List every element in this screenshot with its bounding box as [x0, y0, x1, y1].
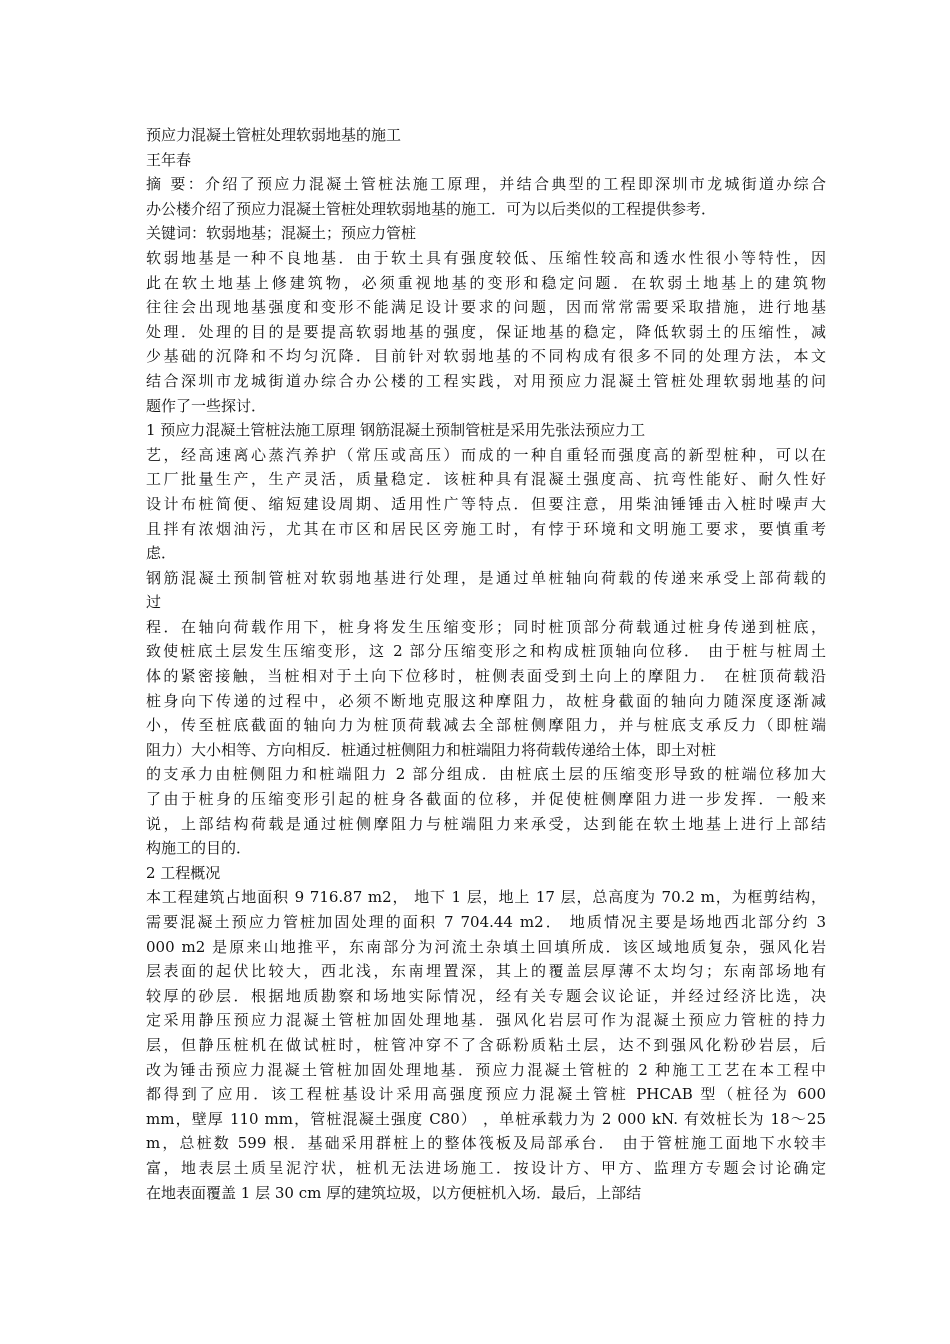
- text-line: mm，壁厚 110 mm，管桩混凝土强度 C80） ，单桩承载力为 2 000 kN. 有效桩长为 18～25: [146, 1109, 826, 1128]
- text-line: 小，传至桩底截面的轴向力为桩顶荷载减去全部桩侧摩阻力，并与桩底支承反力（即桩端: [146, 716, 826, 735]
- text-line: 虑．: [146, 544, 177, 563]
- text-line: 体的紧密接触，当桩相对于土向下位移时，桩侧表面受到土向上的摩阻力． 在桩顶荷载沿: [146, 667, 826, 686]
- text-line: 都得到了应用．该工程桩基设计采用高强度预应力混凝土管桩 PHCAB 型（桩径为 600: [146, 1085, 826, 1104]
- text-line: 摘 要：介绍了预应力混凝土管桩法施工原理，并结合典型的工程即深圳市龙城街道办综合: [146, 175, 826, 194]
- text-line: 关键词：软弱地基；混凝土；预应力管桩: [146, 224, 417, 243]
- text-line: 程．在轴向荷载作用下，桩身将发生压缩变形；同时桩顶部分荷载通过桩身传递到桩底，: [146, 617, 826, 636]
- document-page: [146, 123, 826, 1205]
- text-line: 构施工的目的．: [146, 839, 252, 858]
- text-line: 需要混凝土预应力管桩加固处理的面积 7 704.44 m2． 地质情况主要是场地西北部分约 3: [146, 913, 826, 931]
- text-line: 软弱地基是一种不良地基．由于软土具有强度较低、压缩性较高和透水性很小等特性，因: [146, 248, 826, 267]
- text-line: 2 工程概况: [146, 863, 221, 882]
- text-line: 钢筋混凝土预制管桩对软弱地基进行处理，是通过单桩轴向荷载的传递来承受上部荷载的: [146, 568, 826, 587]
- text-line: 往往会出现地基强度和变形不能满足设计要求的问题，因而常常需要采取措施，进行地基: [146, 298, 826, 317]
- text-line: 改为锤击预应力混凝土管桩加固处理地基．预应力混凝土管桩的 2 种施工工艺在本工程中: [146, 1060, 826, 1079]
- text-line: 在地表面覆盖 1 层 30 cm 厚的建筑垃圾，以方便桩机入场．最后，上部结: [146, 1183, 642, 1202]
- text-line: 办公楼介绍了预应力混凝土管桩处理软弱地基的施工．可为以后类似的工程提供参考．: [146, 199, 717, 218]
- text-line: 000 m2 是原来山地推平，东南部分为河流土杂填土回填所成．该区域地质复杂，强风化岩: [146, 937, 826, 956]
- text-line: 层，但静压桩机在做试桩时，桩管冲穿不了含砾粉质粘土层，达不到强风化粉砂岩层，后: [146, 1035, 826, 1054]
- text-line: 层表面的起伏比较大，西北浅，东南埋置深，其上的覆盖层厚薄不太均匀；东南部场地有: [146, 962, 826, 981]
- text-line: 题作了一些探讨．: [146, 396, 267, 415]
- text-line: 艺，经高速离心蒸汽养护（常压或高压）而成的一种自重轻而强度高的新型桩种，可以在: [146, 445, 826, 464]
- text-line: 阻力）大小相等、方向相反．桩通过桩侧阻力和桩端阻力将荷载传递给土体，即土对桩: [146, 740, 717, 759]
- text-line: 较厚的砂层．根据地质勘察和场地实际情况，经有关专题会议论证，并经过经济比选，决: [146, 986, 826, 1005]
- text-line: 说，上部结构荷载是通过桩侧摩阻力与桩端阻力来承受，达到能在软土地基上进行上部结: [146, 814, 826, 833]
- text-line: 致使桩底土层发生压缩变形，这 2 部分压缩变形之和构成桩顶轴向位移． 由于桩与桩周土: [146, 642, 826, 661]
- text-line: 的支承力由桩侧阻力和桩端阻力 2 部分组成．由桩底土层的压缩变形导致的桩端位移加大: [146, 765, 826, 784]
- text-line: 且拌有浓烟油污，尤其在市区和居民区旁施工时，有悖于环境和文明施工要求，要慎重考: [146, 519, 826, 538]
- text-line: 此在软土地基上修建筑物，必须重视地基的变形和稳定问题．在软弱土地基上的建筑物: [146, 273, 826, 292]
- text-line: 富，地表层土质呈泥泞状，桩机无法进场施工．按设计方、甲方、监理方专题会讨论确定: [146, 1158, 826, 1177]
- text-line: 1 预应力混凝土管桩法施工原理 钢筋混凝土预制管桩是采用先张法预应力工: [146, 421, 646, 440]
- document-body: [146, 172, 826, 1205]
- author-name: 王年春: [146, 150, 192, 169]
- text-line: 桩身向下传递的过程中，必须不断地克服这种摩阻力，故桩身截面的轴向力随深度逐渐减: [146, 691, 826, 710]
- text-line: 少基础的沉降和不均匀沉降．目前针对软弱地基的不同构成有很多不同的处理方法，本文: [146, 347, 826, 366]
- text-line: m，总桩数 599 根．基础采用群桩上的整体筏板及局部承台． 由于管桩施工面地下水较丰: [146, 1134, 826, 1153]
- text-line: 本工程建筑占地面积 9 716.87 m2， 地下 1 层，地上 17 层，总高度为 70.2 m，为框剪结构，: [146, 888, 826, 907]
- text-line: 了由于桩身的压缩变形引起的桩身各截面的位移，并促使桩侧摩阻力进一步发挥．一般来: [146, 790, 826, 809]
- text-line: 工厂批量生产，生产灵活，质量稳定．该桩种具有混凝土强度高、抗弯性能好、耐久性好: [146, 470, 826, 489]
- document-title: 预应力混凝土管桩处理软弱地基的施工: [146, 126, 402, 144]
- text-line: 过: [146, 593, 162, 612]
- text-line: 设计布桩简便、缩短建设周期、适用性广等特点．但要注意，用柴油锤锤击入桩时噪声大: [146, 494, 826, 513]
- text-line: 处理．处理的目的是要提高软弱地基的强度，保证地基的稳定，降低软弱土的压缩性，减: [146, 322, 826, 341]
- text-line: 结合深圳市龙城街道办综合办公楼的工程实践，对用预应力混凝土管桩处理软弱地基的问: [146, 371, 826, 390]
- text-line: 定采用静压预应力混凝土管桩加固处理地基．强风化岩层可作为混凝土预应力管桩的持力: [146, 1011, 826, 1030]
